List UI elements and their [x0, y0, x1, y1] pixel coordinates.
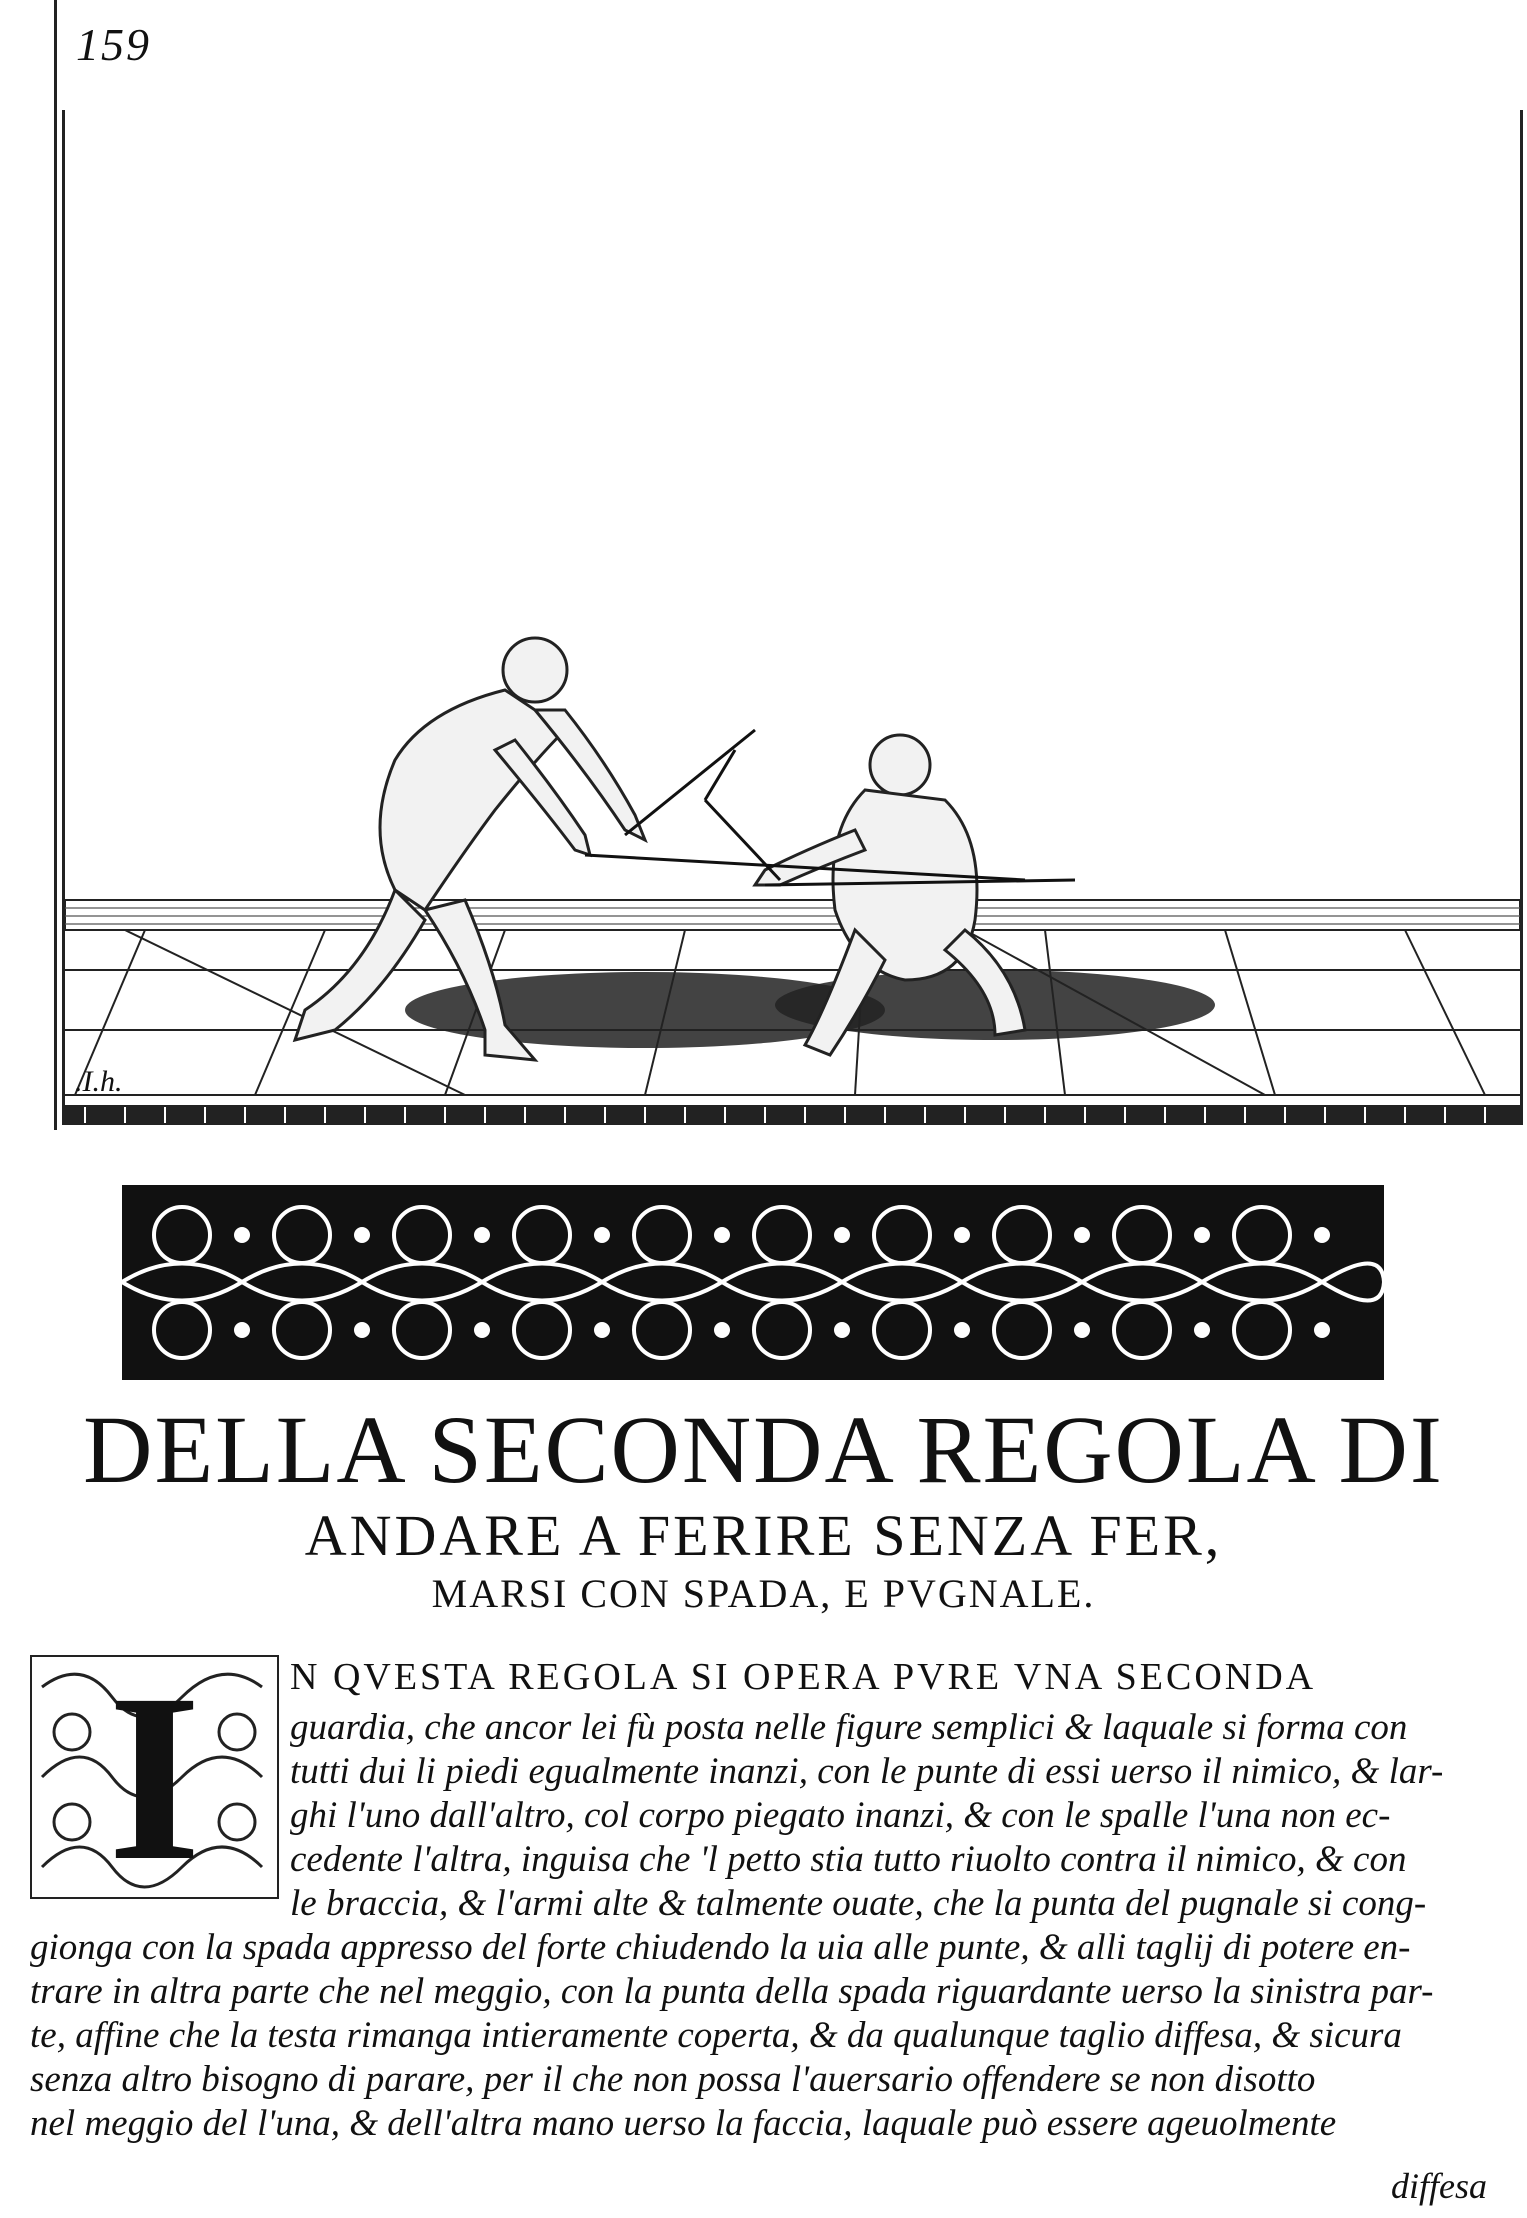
initial-letter: I	[107, 1644, 202, 1910]
decorative-headpiece-band	[122, 1185, 1384, 1380]
engraving-illustration	[62, 110, 1523, 1125]
page-number: 159	[76, 19, 151, 70]
chapter-title-line-3: MARSI CON SPADA, E PVGNALE.	[431, 1571, 1096, 1616]
decorated-initial	[30, 1644, 279, 1910]
page-edge-rule	[54, 0, 57, 1130]
body-text-line: gionga con la spada appresso del forte chiudendo la uia alle punte, & alli taglij di potere en-	[30, 1927, 1411, 1968]
catchword: diffesa	[1391, 2166, 1487, 2206]
body-text-line: le braccia, & l'armi alte & talmente ouate, che la punta del pugnale si cong-	[290, 1883, 1427, 1924]
engraver-mark: .I.h.	[75, 1065, 123, 1098]
ornament-pattern	[122, 1185, 1384, 1380]
paragraph-first-line: N QVESTA REGOLA SI OPERA PVRE VNA SECONDA	[290, 1656, 1317, 1698]
body-text-line: te, affine che la testa rimanga intieramente coperta, & da qualunque taglio diffesa, & sicura	[30, 2015, 1402, 2056]
body-text-line: trare in altra parte che nel meggio, con la punta della spada riguardante uerso la sinistra par-	[30, 1971, 1434, 2012]
chapter-title-line-1: DELLA SECONDA REGOLA DI	[83, 1396, 1444, 1503]
body-text-line: nel meggio del l'una, & dell'altra mano uerso la faccia, laquale può essere ageuolmente	[30, 2103, 1337, 2144]
body-text-line: senza altro bisogno di parare, per il che non possa l'auersario offendere se non disotto	[30, 2059, 1316, 2100]
body-text-line: cedente l'altra, inguisa che 'l petto stia tutto riuolto contra il nimico, & con	[290, 1839, 1407, 1880]
body-text-line: guardia, che ancor lei fù posta nelle figure semplici & laquale si forma con	[290, 1707, 1408, 1748]
fencers-engraving	[65, 110, 1520, 1125]
chapter-title-line-2: ANDARE A FERIRE SENZA FER,	[304, 1503, 1223, 1568]
body-text-line: ghi l'uno dall'altro, col corpo piegato inanzi, & con le spalle l'una non ec-	[290, 1795, 1391, 1836]
body-text-line: tutti dui li piedi egualmente inanzi, con le punte di essi uerso il nimico, & lar-	[290, 1751, 1444, 1792]
